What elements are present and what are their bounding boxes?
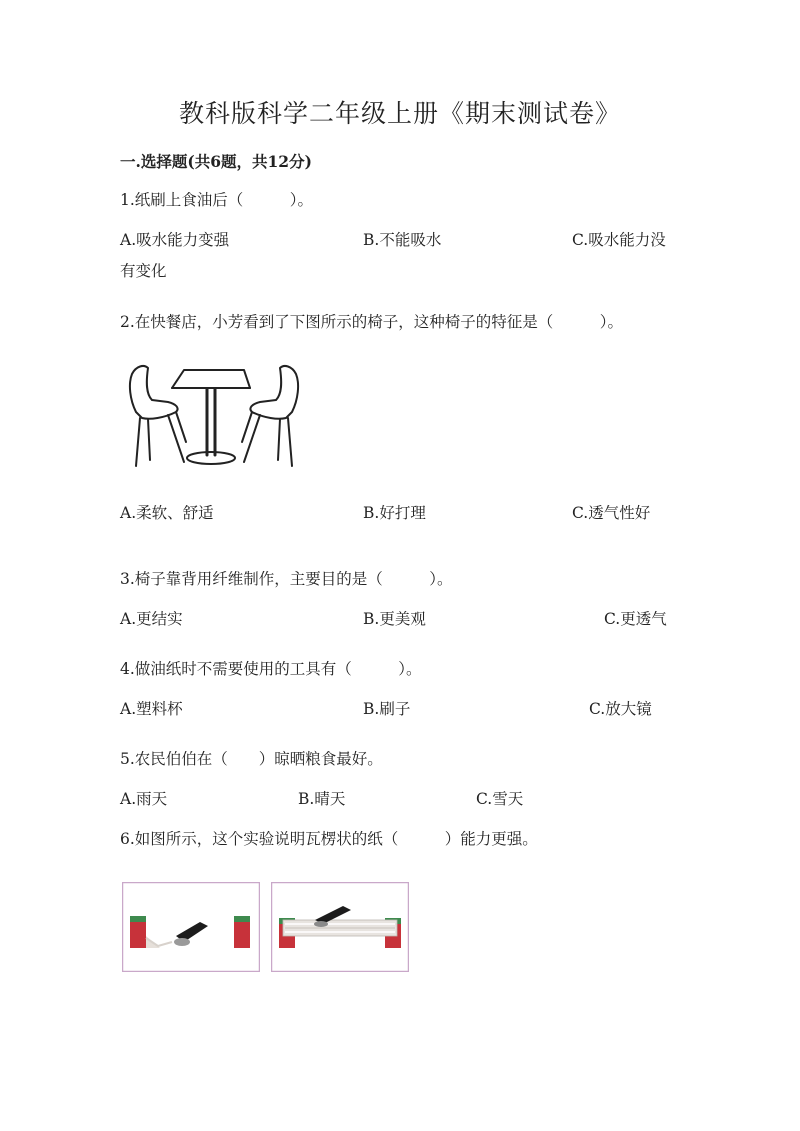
option-c: C.吸水能力没: [572, 231, 666, 249]
question-1: [120, 188, 313, 210]
question-4: [120, 657, 422, 679]
question-stem: 如图所示，这个实验说明瓦楞状的纸（ ）能力更强。: [134, 830, 538, 848]
option-b: B.更美观: [363, 610, 426, 628]
section-heading: 一.选择题(共6题，共12分): [120, 152, 312, 171]
question-2: [120, 310, 623, 332]
option-a: A.雨天: [120, 790, 168, 808]
option-a: A.柔软、舒适: [120, 504, 214, 522]
option-c: C.更透气: [604, 610, 667, 628]
option-a: A.更结实: [120, 610, 183, 628]
question-number: 6.: [120, 830, 135, 848]
flat-paper-experiment-photo: [122, 882, 260, 972]
option-b: B.晴天: [298, 790, 346, 808]
option-c: C.雪天: [476, 790, 524, 808]
option-c: C.透气性好: [572, 504, 651, 522]
page-title: 教科版科学二年级上册《期末测试卷》: [178, 99, 621, 128]
question-stem: 农民伯伯在（ ）晾晒粮食最好。: [134, 750, 383, 768]
corrugated-paper-experiment-photo: [271, 882, 409, 972]
question-stem: 做油纸时不需要使用的工具有（ ）。: [134, 660, 422, 678]
option-b: B.刷子: [363, 700, 411, 718]
option-b: B.好打理: [363, 504, 426, 522]
question-number: 4.: [120, 660, 135, 678]
option-b: B.不能吸水: [363, 231, 442, 249]
question-number: 1.: [120, 191, 135, 209]
question-number: 3.: [120, 570, 135, 588]
question-5: [120, 747, 383, 769]
question-number: 2.: [120, 313, 135, 331]
question-3: [120, 567, 453, 589]
option-c: C.放大镜: [589, 700, 652, 718]
option-a: A.吸水能力变强: [120, 231, 230, 249]
chairs-table-illustration: [124, 360, 304, 472]
question-number: 5.: [120, 750, 135, 768]
question-6: [120, 827, 538, 849]
question-stem: 在快餐店，小芳看到了下图所示的椅子，这种椅子的特征是（ ）。: [134, 313, 624, 331]
question-stem: 椅子靠背用纤维制作，主要目的是（ ）。: [134, 570, 453, 588]
question-stem: 纸刷上食油后（ ）。: [134, 191, 314, 209]
option-a: A.塑料杯: [120, 700, 183, 718]
option-c-continued: 有变化: [120, 262, 167, 280]
